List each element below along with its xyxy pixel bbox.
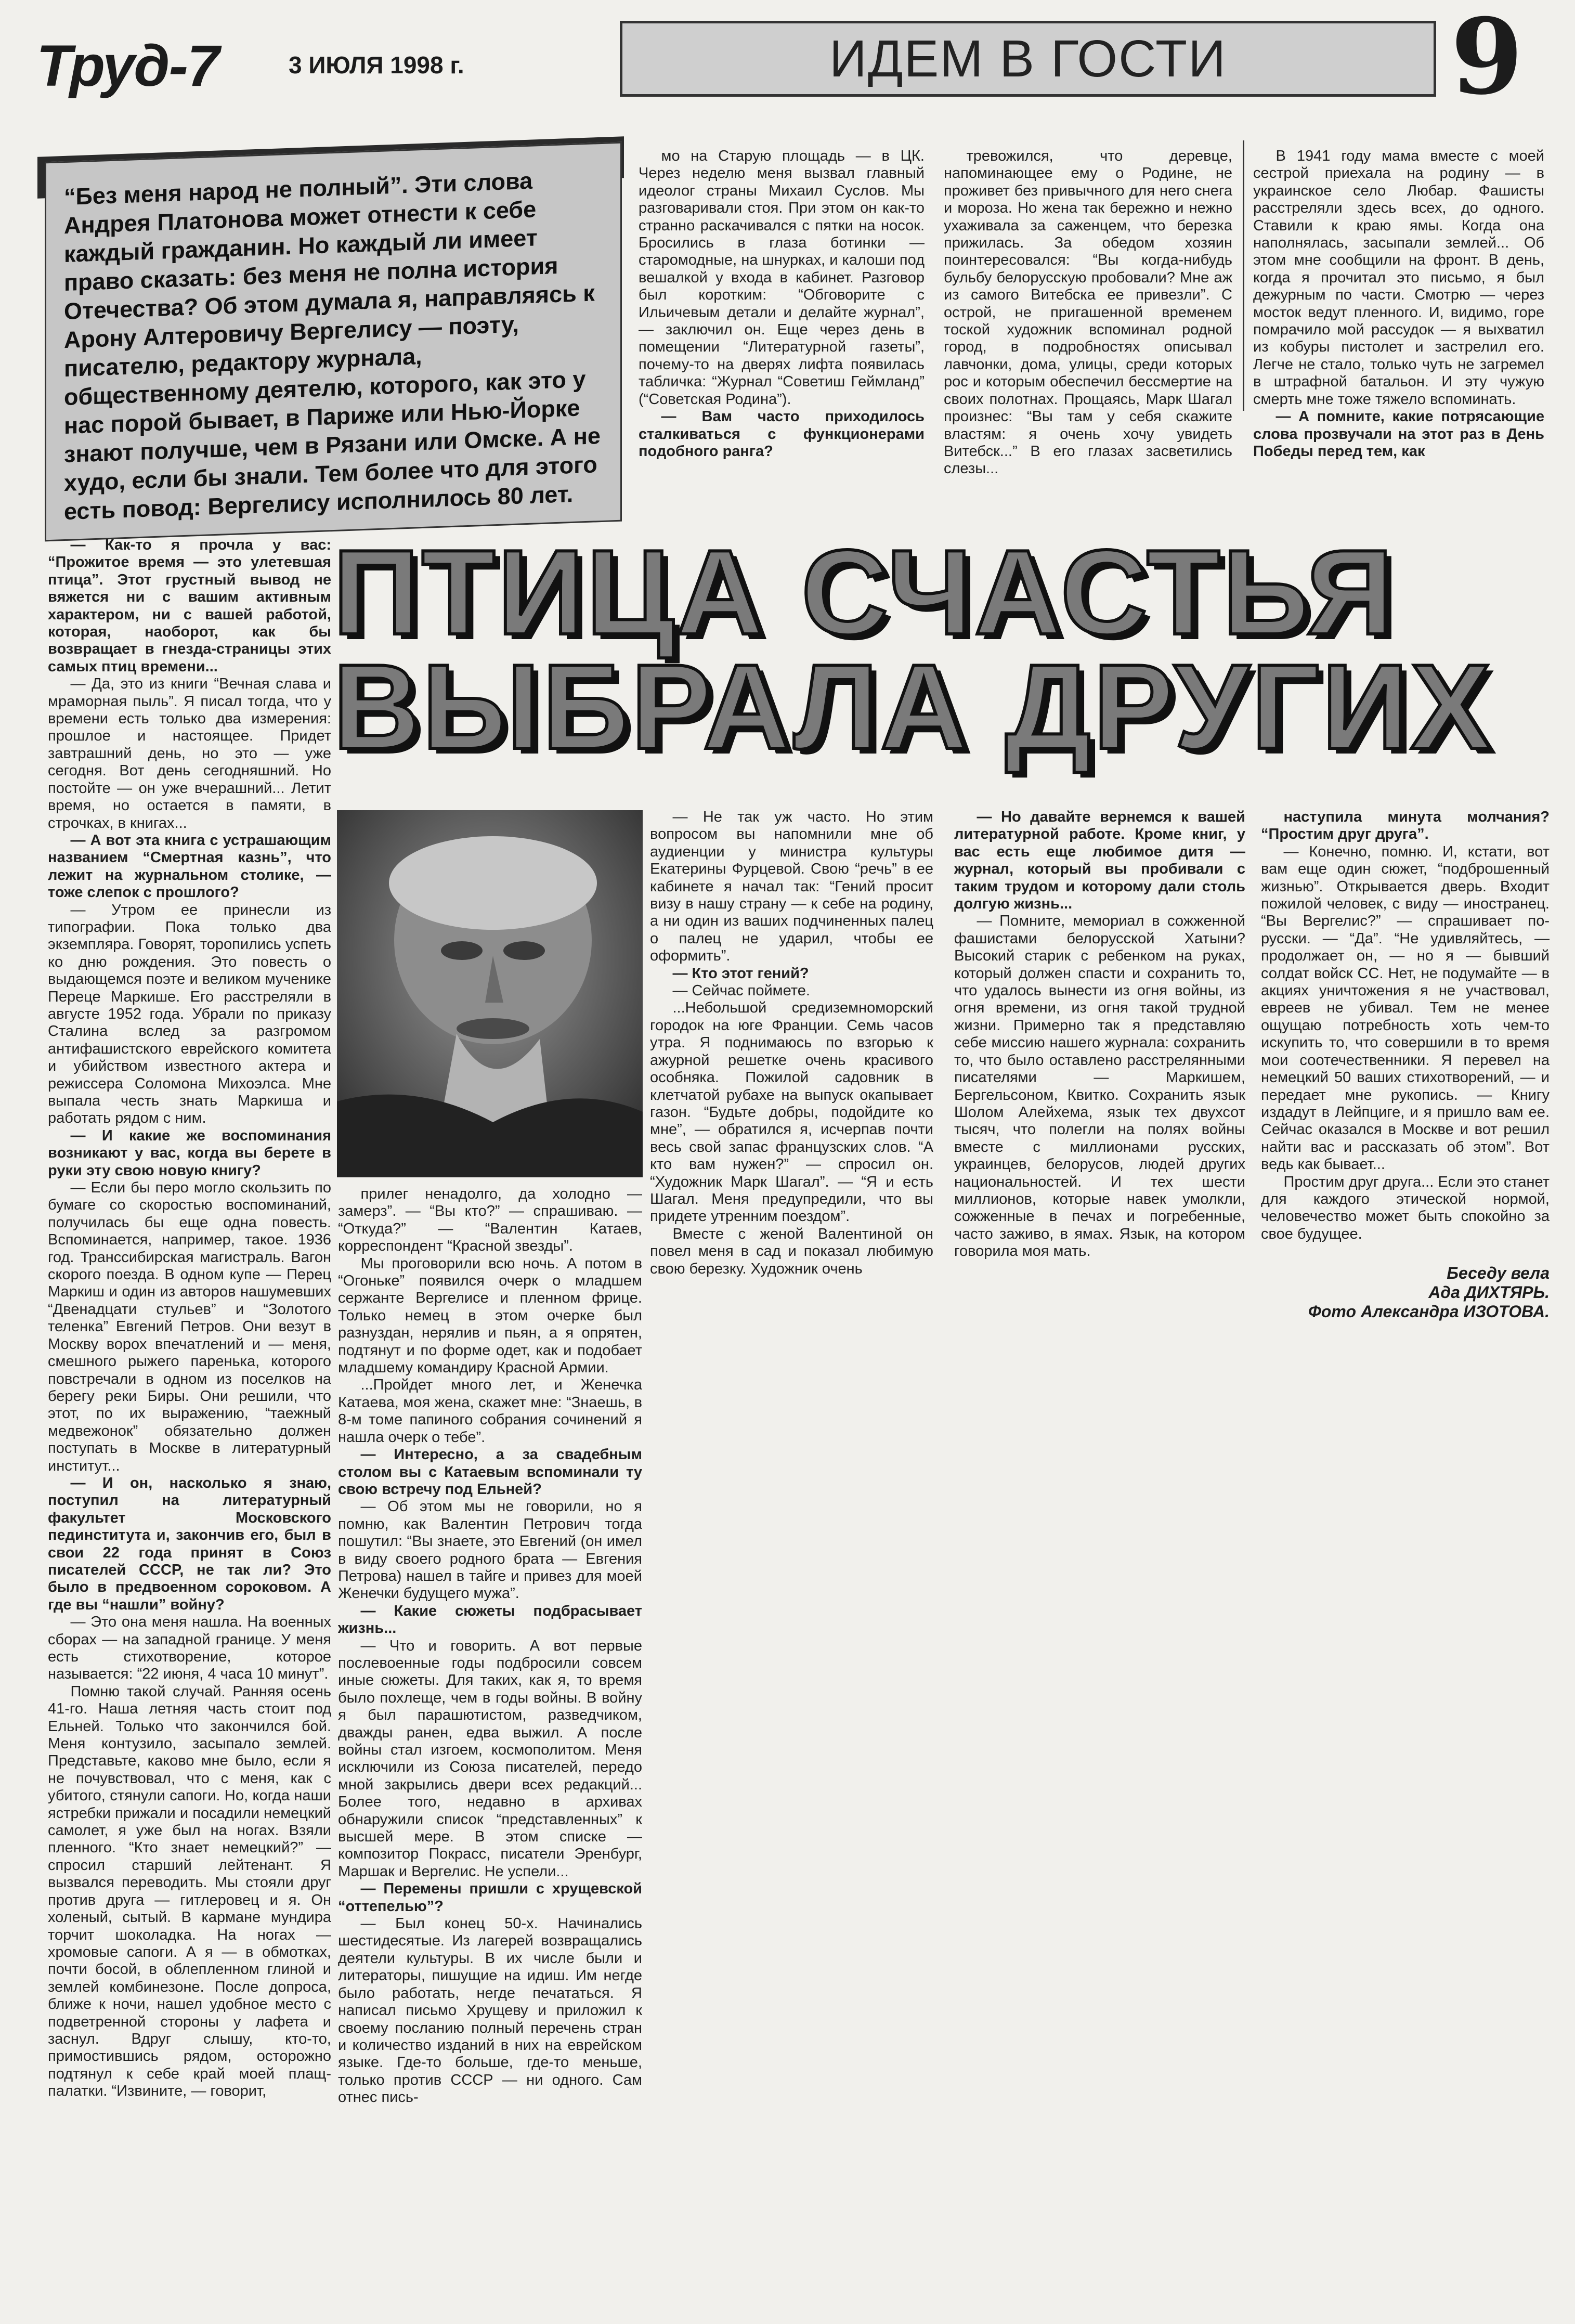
paragraph: ...Пройдет много лет, и Женечка Катаева, моя жена, скажет мне: “Знаешь, в 8-м томе папиного собрания сочинений я нашла очерк о тебе”. xyxy=(338,1377,642,1446)
paragraph: — Кто этот гений? xyxy=(672,965,809,982)
paragraph: — Да, это из книги “Вечная слава и мраморная пыль”. Я писал тогда, что у времени есть только два измерения: прошлое и настоящее. Придет завтрашний день, но это — уже сегодня. Вот день сегодняшний. Но постойте — он уже вчерашний... Летит время, но остается в памяти, в строчках, в книгах... xyxy=(48,676,331,832)
paragraph: — Об этом мы не говорили, но я помню, как Валентин Петрович тогда пошутил: “Вы знаете, это Евгений (он имел в виду своего родного брата — Евгения Петрова) нашел в тайге и привез для моей Женечки будущего мужа”. xyxy=(338,1498,642,1602)
paragraph: — Если бы перо могло скользить по бумаге со скоростью воспоминаний, получилась бы еще одна повесть. Вспоминается, например, такое. 1936 год. Транссибирская магистраль. Вагон скорого поезда. В одном купе — Перец Маркиш и один из авторов нашумевших “Двенадцати стульев” и “Золотого теленка” Евгений Петров. Они везут в Москву ворох впечатлений и — меня, смешного рыжего паренька, которого повстречали в одном из поселков на берегу реки Биры. Они решили, что этот, по их выражению, “таежный медвежонок” обязательно должен поступать в Москве в литературный институт... xyxy=(48,1179,331,1474)
column-4 xyxy=(954,809,1245,1329)
paragraph: Простим друг друга... Если это станет для каждого этической нормой, человечество может быть спокойно за свое будущее. xyxy=(1261,1173,1550,1242)
portrait-photo-image xyxy=(337,810,643,1177)
paragraph: Помню такой случай. Ранняя осень 41-го. Наша летняя часть стоит под Ельней. Только что закончился бой. Меня контузило, засыпало землей. Представьте, каково мне было, если я не почувствовал, что с меня, как с убитого, стянули сапоги. Но, когда наши ястребки прижали и посадили немецкий самолет, я уже был на ногах. Взяли пленного. “Кто знает немецкий?” — спросил старший лейтенант. Я вызвался переводить. Мы стояли друг против друга — гитлеровец и я. Он холеный, сытый. В кармане мундира торчит шоколадка. На ногах — хромовые сапоги. А я — в обмотках, почти босой, в облепленном глиной и землей комбинезоне. После допроса, ближе к ночи, нашел удобное место с подветренной стороны у лафета и заснул. Вдруг слышу, кто-то, примостившись рядом, осторожно подтянул к себе край моей плащ-палатки. “Извините, — говорит, xyxy=(48,1683,331,2100)
paragraph: — Конечно, помню. И, кстати, вот вам еще один сюжет, “подброшенный жизнью”. Открывается дверь. Входит пожилой человек, с виду — иностранец. “Вы Вергелис?” — спрашивает по-русски. — “Да”. “Не удивляйтесь, — продолжает он, — но я — бывший солдат войск СС. Нет, не подумайте — в акциях уничтожения я не участвовал, евреев не убивал. Тем не менее ощущаю потребность хоть чем-то искупить то, что совершили в то время мои соотечественники. Я перевел на немецкий 50 ваших стихотворений, — и передает мне рукопись. — Книгу издадут в Лейпциге, и я пришло вам ее. Сейчас оказался в Москве и вот решил найти вас и рассказать об этом”. Вот ведь как бывает... xyxy=(1261,843,1550,1173)
paragraph: — И он, насколько я знаю, поступил на литературный факультет Московского пединститута и, закончив его, был в свои 22 года принят в Союз писателей СССР, не так ли? Это было в предвоенном сороковом. А где вы “нашли” войну? xyxy=(48,1474,331,1613)
signature xyxy=(1261,1264,1550,1321)
signature-line: Беседу вела xyxy=(1447,1264,1550,1282)
paragraph: прилег ненадолго, да холодно — замерз”. — “Вы кто?” — спрашиваю. — “Откуда?” — “Валентин Катаев, корреспондент “Красной звезды”. xyxy=(338,1186,642,1255)
paragraph: — И какие же воспоминания возникают у вас, когда вы берете в руки эту свою новую книгу? xyxy=(48,1127,331,1179)
paragraph: В 1941 году мама вместе с моей сестрой приехала на родину — в украинское село Любар. Фашисты расстреляли здесь всех, до одного. Ставили к краю ямы. Когда она наполнялась, засыпали землей... Об этом мне сообщили на фронт. В день, когда я прочитал это письмо, я был дежурным по части. Смотрю — через мосток ведут пленного. И, видимо, горе помрачило мой рассудок — я выхватил из кобуры пистолет и застрелил его. Легче не стало, только чуть не загремел в штрафной батальон. И эту чужую смерть мне тоже тяжело вспоминать. xyxy=(1253,148,1544,408)
column-top-2 xyxy=(944,148,1232,507)
section-rubric: ИДЕМ В ГОСТИ xyxy=(620,21,1436,97)
paragraph: — А вот эта книга с устрашающим названием “Смертная казнь”, что лежит на журнальном столике, — тоже слепок с прошлого? xyxy=(48,832,331,901)
paragraph: Вместе с женой Валентиной он повел меня в сад и показал любимую свою березку. Художник очень xyxy=(650,1225,933,1277)
column-top-1 xyxy=(639,148,925,507)
masthead-logo: Труд-7 xyxy=(36,33,219,98)
paragraph: — А помните, какие потрясающие слова прозвучали на этот раз в День Победы перед тем, как xyxy=(1253,408,1544,460)
paragraph: — Как-то я прочла у вас: “Прожитое время — это улетевшая птица”. Этот грустный вывод не вяжется ни с вашим активным характером, ни с вашей работой, которая, наоборот, как бы возвращает в гнезда-страницы этих самых птиц времени... xyxy=(48,537,331,675)
column-3 xyxy=(650,809,933,1329)
lead-paragraph: “Без меня народ не полный”. Эти слова Андрея Платонова может отнести к себе каждый гражданин. Но каждый ли имеет право сказать: без меня не полна история Отечества? Об этом думала я, направляясь к Арону Алтеровичу Вергелису — поэту, писателю, редактору журнала, общественному деятелю, которого, как это у нас порой бывает, в Париже или Нью-Йорке знают получше, чем в Рязани или Омске. А не худо, если бы знали. Тем более что для этого есть повод: Вергелису исполнилось 80 лет. xyxy=(45,142,622,542)
paragraph: ...Небольшой средиземноморский городок на юге Франции. Семь часов утра. Я поднимаюсь по взгорью к ажурной решетке очень красивого особняка. Пожилой садовник в клетчатой рубахе на выпуск окапывает газон. “Будьте добры, подойдите ко мне”, — обратился я, исчерпав почти весь свой запас французских слов. “А кто вам нужен?” — спросил он. “Художник Марк Шагал”. — “Я и есть Шагал. Меня предупредили, что вы придете утренним поездом”. xyxy=(650,999,933,1225)
portrait-photo xyxy=(337,810,643,1177)
headline-line-2: ВЫБРАЛА ДРУГИХ xyxy=(333,640,1493,774)
page-number: 9 xyxy=(1451,0,1524,118)
photo-credit: Фото Александра ИЗОТОВА. xyxy=(1308,1302,1550,1321)
paragraph: — Что и говорить. А вот первые послевоенные годы подбросили совсем иные сюжеты. Для таких, как я, то время было похлеще, чем в годы войны. В войну я был парашютистом, разведчиком, дважды ранен, едва выжил. А после войны стал изгоем, космополитом. Меня исключили из Союза писателей, передо мной закрылись двери всех редакций... Более того, недавно в архивах обнаружили список “представленных” к высшей мере. В этом списке — композитор Покрасс, писатели Эренбург, Маршак и Вергелис. Не успели... xyxy=(338,1637,642,1880)
paragraph: — Не так уж часто. Но этим вопросом вы напомнили мне об аудиенции у министра культуры Екатерины Фурцевой. Свою “речь” в ее кабинете я начал так: “Гений просит визу в нашу страну — к себе на родину, а ни один из ваших подчиненных палец о палец не ударил, чтобы ее оформить”. xyxy=(650,809,933,965)
paragraph: — Но давайте вернемся к вашей литературной работе. Кроме книг, у вас есть еще любимое дитя — журнал, который вы пробивали с таким трудом и которому дали столь долгую жизнь... xyxy=(954,809,1245,913)
paragraph: мо на Старую площадь — в ЦК. Через неделю меня вызвал главный идеолог страны Михаил Суслов. Мы разговаривали стоя. При этом он как-то странно раскачивался с пятки на носок. Бросились в глаза ботинки — старомодные, на шнурках, и калоши под вешалкой у входа в кабинет. Разговор был коротким: “Обговорите с Ильичевым детали и делайте журнал”, — заключил он. Еще через день в помещении “Литературной газеты”, почему-то на дверях лифта появилась табличка: “Журнал “Советиш Геймланд” (“Советская Родина”). xyxy=(639,148,925,408)
paragraph: — Это она меня нашла. На военных сборах — на западной границе. У меня есть стихотворение, которое называется: “22 июня, 4 часа 10 минут”. xyxy=(48,1614,331,1683)
paragraph: — Какие сюжеты подбрасывает жизнь... xyxy=(338,1602,642,1637)
paragraph: — Перемены пришли с хрущевской “оттепелью”? xyxy=(338,1880,642,1915)
paragraph: — Помните, мемориал в сожженной фашистами белорусской Хатыни? Высокий старик с ребенком на руках, который должен спасти и сохранить то, что удалось вынести из огня войны, из огня времени, из огня такой трудной жизни. Примерно так я представляю себе миссию нашего журнала: сохранить то, что было оставлено расстрелянными писателями — Маркишем, Бергельсоном, Квитко. Сохранить язык Шолом Алейхема, язык тех двухсот тысяч, что полегли на полях войны вместе с миллионами русских, украинцев, белорусов, людей других национальностей. И тех шести миллионов, которые навек умолкли, сожженные в печах и погребенные, часто заживо, в ямах. Язык, на котором говорила моя мать. xyxy=(954,913,1245,1260)
column-2 xyxy=(338,1186,642,2312)
column-5 xyxy=(1261,809,1550,1261)
column-top-3 xyxy=(1253,148,1544,507)
headline-line-1: ПТИЦА СЧАСТЬЯ xyxy=(333,525,1396,660)
paragraph: — Был конец 50-х. Начинались шестидесятые. Из лагерей возвращались деятели культуры. В их числе были и литераторы, пишущие на идиш. Им негде было работать, негде печататься. Я написал письмо Хрущеву и приложил к своему посланию полный перечень стран и количество изданий в них на еврейском языке. Где-то больше, где-то меньше, только против СССР — ни одного. Сам отнес пись- xyxy=(338,1915,642,2106)
column-left xyxy=(48,537,331,2313)
paragraph: — Сейчас поймете. xyxy=(672,982,810,999)
paragraph: — Интересно, а за свадебным столом вы с Катаевым вспоминали ту свою встречу под Ельней? xyxy=(338,1446,642,1498)
paragraph: тревожился, что деревце, напоминающее ему о Родине, не проживет без привычного для него снега и мороза. Но жена так бережно и нежно ухаживала за саженцем, что березка прижилась. За обедом хозяин поинтересовался: “Вы когда-нибудь бульбу белорусскую пробовали? Мне аж из самого Витебска ее привезли”. С острой, не пригашенной временем тоской художник вспоминал родной город, в подробностях описывал лавчонки, дома, улицы, среди которых рос и которым обеспечил бессмертие на своих полотнах. Прощаясь, Марк Шагал произнес: “Вы там у себя скажите властям: я очень хочу увидеть Витебск...” В его глазах засветились слезы... xyxy=(944,148,1232,477)
paragraph: наступила минута молчания? “Простим друг друга”. xyxy=(1261,809,1550,843)
paragraph: Мы проговорили всю ночь. А потом в “Огоньке” появился очерк о младшем сержанте Вергелисе и пленном фрице. Только немец в этом очерке был разнуздан, нерялив и пьян, а я опрятен, подтянут и по форме одет, как и подобает младшему командиру Красной Армии. xyxy=(338,1255,642,1377)
paragraph: — Вам часто приходилось сталкиваться с функционерами подобного ранга? xyxy=(639,408,925,460)
signature-author: Ада ДИХТЯРЬ. xyxy=(1428,1283,1550,1302)
paragraph: — Утром ее принесли из типографии. Пока только два экземпляра. Говорят, торопились успеть ко дню рождения. Это повесть о выдающемся поэте и великом мученике Переце Маркише. Его расстреляли в августе 1952 года. Убрали по приказу Сталина вслед за разгромом антифашистского еврейского комитета и убийством известного актера и режиссера Соломона Михоэлса. Мне выпала честь знать Маркиша и работать рядом с ним. xyxy=(48,901,331,1127)
issue-date: 3 ИЮЛЯ 1998 г. xyxy=(289,51,464,79)
column-divider xyxy=(1243,140,1244,411)
headline xyxy=(333,525,1560,774)
